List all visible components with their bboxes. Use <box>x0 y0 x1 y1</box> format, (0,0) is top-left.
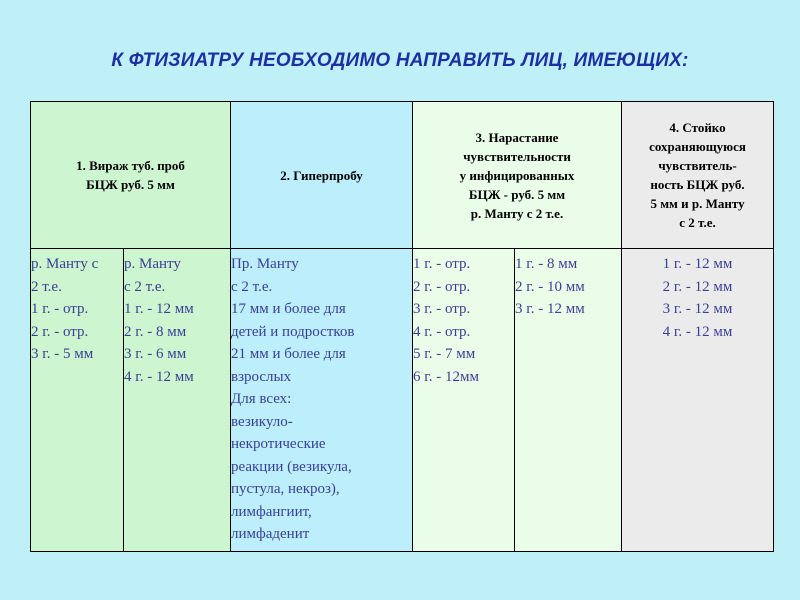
cell-line: 3 г. - отр. <box>413 301 471 317</box>
cell-line: везикуло- <box>231 413 293 430</box>
header-line: 1. Вираж туб. проб <box>76 158 185 173</box>
cell-line: 1 г. - отр. <box>31 301 89 317</box>
cell-line: 3 г. - 12 мм <box>662 301 733 317</box>
header-line: с 2 т.е. <box>679 215 716 230</box>
cell-line: 5 г. - 7 мм <box>413 346 476 362</box>
cell-line: 3 г. - 6 мм <box>124 346 187 362</box>
cell-line: 2 г. - 8 мм <box>124 323 187 340</box>
cell-line: р. Манту с <box>31 256 99 272</box>
cell-line: 2 г. - 12 мм <box>662 278 733 295</box>
cell-line: 1 г. - 8 мм <box>515 256 578 272</box>
header-line: у инфицированных <box>459 167 575 183</box>
cell-line: 2 т.е. <box>31 278 62 295</box>
cell-line: 3 г. - 5 мм <box>31 346 94 362</box>
cell-line: 1 г. - 12 мм <box>124 301 194 317</box>
cell-line: 2 г. - отр. <box>413 278 471 295</box>
header-line: БЦЖ руб. 5 мм <box>86 177 175 192</box>
header-line: ность БЦЖ руб. <box>650 177 745 192</box>
header-line: БЦЖ - руб. 5 мм <box>468 186 566 202</box>
cell-col2 <box>231 249 413 552</box>
header-line: 5 мм и р. Манту <box>650 196 745 211</box>
header-stoyko <box>622 102 774 249</box>
header-virazh <box>31 102 231 249</box>
header-giperproba <box>231 102 413 249</box>
cell-line: 2 г. - отр. <box>31 323 89 340</box>
cell-line: Пр. Манту <box>231 256 299 272</box>
cell-line: р. Манту <box>124 256 181 272</box>
cell-line: Для всех: <box>231 391 292 407</box>
header-line: чувствительности <box>463 148 571 164</box>
cell-line: 17 мм и более для <box>231 301 346 317</box>
cell-line: 4 г. - отр. <box>413 323 471 340</box>
cell-line: взрослых <box>231 368 292 385</box>
header-line: 3. Нарастание <box>475 129 559 145</box>
cell-line: лимфангиит, <box>231 503 312 520</box>
referral-table <box>30 101 774 552</box>
header-line: 2. Гиперпробу <box>280 167 363 183</box>
header-line: 4. Стойко <box>669 120 726 135</box>
cell-line: 2 г. - 10 мм <box>515 278 585 295</box>
cell-line: пустула, некроз), <box>231 481 340 497</box>
cell-line: 4 г. - 12 мм <box>124 368 194 385</box>
cell-col3a <box>413 249 515 552</box>
cell-line: 1 г. - отр. <box>413 256 471 272</box>
cell-line: с 2 т.е. <box>231 278 273 295</box>
cell-col1b <box>124 249 231 552</box>
header-line: сохраняющуюся <box>649 139 746 154</box>
cell-line: 3 г. - 12 мм <box>515 301 585 317</box>
cell-line: некротические <box>231 436 326 452</box>
cell-line: 6 г. - 12мм <box>413 368 479 385</box>
page-title: К ФТИЗИАТРУ НЕОБХОДИМО НАПРАВИТЬ ЛИЦ, ИМЕЮЩИХ: <box>111 50 689 71</box>
cell-col4 <box>622 249 774 552</box>
header-line: чувствитель- <box>658 158 737 173</box>
cell-line: 21 мм и более для <box>231 346 346 362</box>
header-narastanie <box>413 102 622 249</box>
cell-line: с 2 т.е. <box>124 278 166 295</box>
cell-line: реакции (везикула, <box>231 458 352 475</box>
cell-col1a <box>31 249 124 552</box>
cell-line: 1 г. - 12 мм <box>662 256 733 272</box>
cell-col3b <box>515 249 622 552</box>
cell-line: лимфаденит <box>231 526 310 542</box>
cell-line: 4 г. - 12 мм <box>662 323 733 340</box>
cell-line: детей и подростков <box>231 323 355 340</box>
header-line: р. Манту с 2 т.е. <box>470 205 564 221</box>
